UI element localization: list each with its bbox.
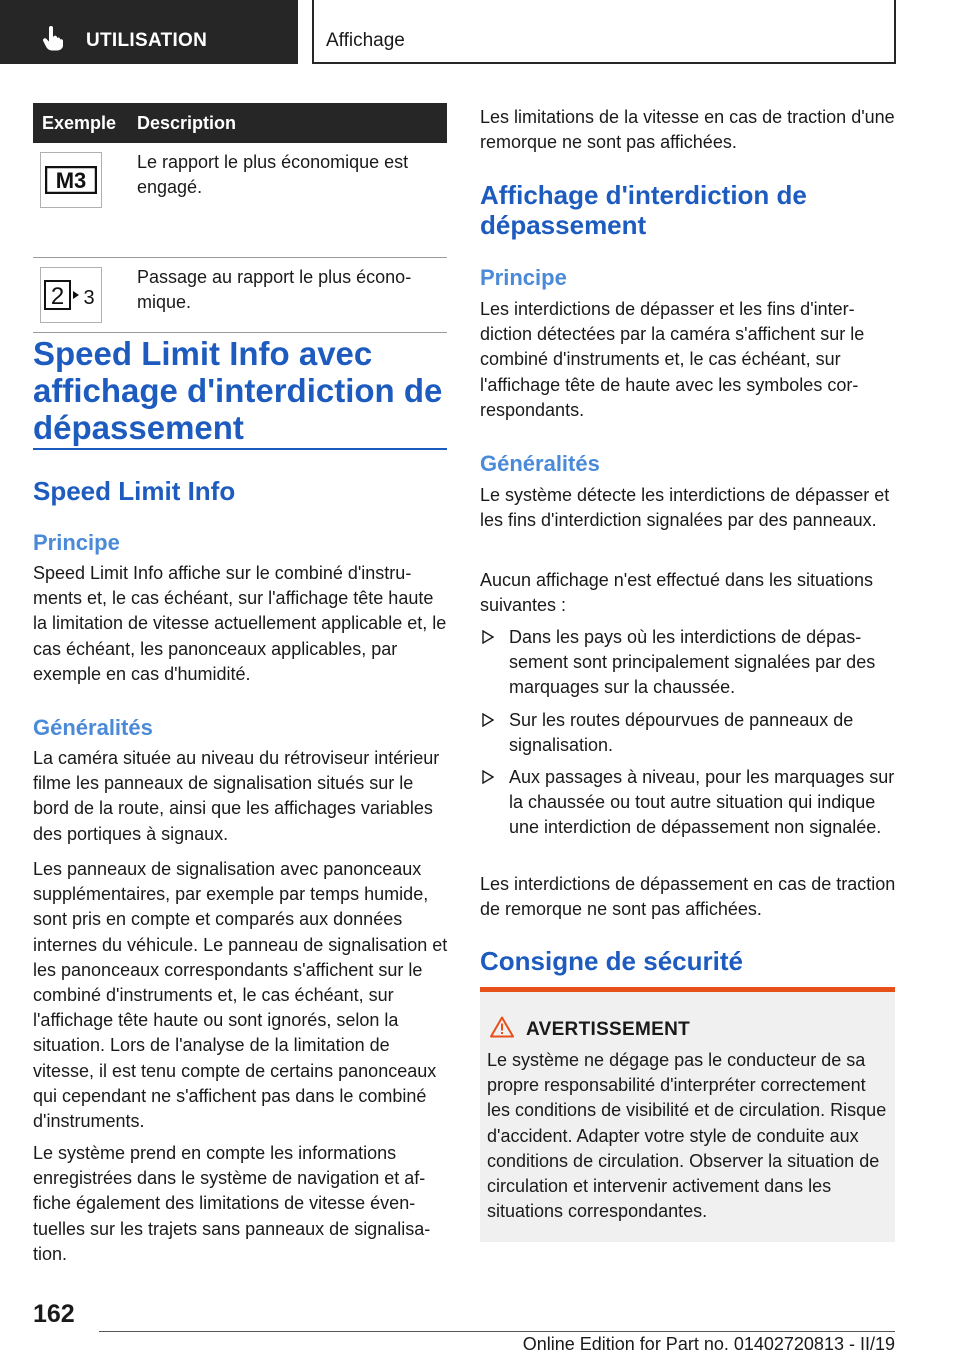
- subsection-tab[interactable]: [312, 0, 896, 64]
- generalites-paragraph: Aucun affichage n'est effectué dans les situations suivantes :: [480, 570, 874, 616]
- heading-generalites: Généralités: [33, 715, 153, 740]
- warning-triangle-icon: [490, 1016, 514, 1038]
- triangle-bullet-icon: [482, 630, 494, 644]
- generalites-paragraph: Le système prend en compte les informations enregistrées dans le système de navigation et affiche également des limitations de vitesse éventuelles sur les trajets sans panneaux de signalisation.: [33, 1143, 431, 1264]
- list-item: Aux passages à niveau, pour les marquages sur la chaussée ou tout autre situation qui indique une interdiction de dépassement non signalée.: [480, 765, 896, 841]
- triangle-bullet-icon: [482, 713, 494, 727]
- hand-pointer-icon: [40, 26, 66, 52]
- section-title: UTILISATION: [86, 30, 208, 51]
- gear-m3-icon: [40, 152, 102, 208]
- exceptions-list: [480, 625, 896, 848]
- svg-text:M3: M3: [55, 168, 87, 193]
- list-item: Dans les pays où les interdictions de dépassement sont principalement signalées par des marquages sur la chaussée.: [480, 625, 896, 701]
- gear-shift-icon: [40, 267, 102, 323]
- trailer-paragraph: Les interdictions de dépassement en cas de traction de remorque ne sont pas affichées.: [480, 874, 896, 920]
- heading-principe: Principe: [33, 530, 120, 555]
- table-cell-description: Le rapport le plus économique est engagé.: [137, 152, 409, 197]
- svg-text:3: 3: [83, 287, 95, 309]
- table-row: [33, 258, 447, 333]
- heading-safety: Consigne de sécurité: [480, 946, 743, 976]
- triangle-bullet-icon: [482, 770, 494, 784]
- table-header-example: Exemple: [42, 112, 117, 133]
- table-header: [33, 103, 447, 143]
- subsection-title: Affichage: [326, 30, 405, 51]
- heading-generalites: Généralités: [480, 451, 600, 476]
- principe-paragraph: Speed Limit Info affiche sur le combiné d'instruments et, le cas échéant, sur l'affichage tête haute la limitation de vitesse actuellement applicable et, le cas échéant, les panonceaux applicables, par exemple en cas d'humidité.: [33, 563, 447, 684]
- section-tab[interactable]: [0, 0, 298, 64]
- footer-divider: [99, 1331, 895, 1332]
- table-header-description: Description: [137, 112, 237, 133]
- list-item: Sur les routes dépourvues de panneaux de signalisation.: [480, 708, 896, 758]
- warning-box: [480, 987, 895, 1242]
- heading-overtaking-display: Affichage d'interdiction de dépassement: [480, 180, 807, 240]
- generalites-paragraph: Les panneaux de signalisation avec panonceaux supplémentaires, par exemple par temps humide, sont pris en compte et comparés aux données internes du véhicule. Le panneau de signalisation et les panonceaux correspondants s'affichent sur le combiné d'instruments et, le cas échéant, sur l'affichage tête haute ou sont ignorés, selon la situation. Lors de l'analyse de la limitation de vitesse, il est tenu compte de certains panonceaux qui cependant ne s'affichent pas dans le combiné d'instruments.: [33, 859, 448, 1132]
- page-number: 162: [33, 1300, 75, 1328]
- table-cell-description: Passage au rapport le plus économique.: [137, 267, 412, 312]
- svg-text:2: 2: [50, 283, 65, 310]
- table-row: [33, 143, 447, 258]
- title-divider: [33, 448, 447, 450]
- warning-text: Le système ne dégage pas le conducteur de sa propre responsabilité d'interpréter correctement les conditions de visibilité et de circulation. Risque d'accident. Adapter votre style de conduite aux conditions de circulation. Observer la situation de circulation et intervenir activement dans les situations correspondantes.: [487, 1050, 887, 1222]
- gear-indicator-table: [33, 103, 447, 333]
- footer-edition: Online Edition for Part no. 01402720813 - II/19: [522, 1334, 895, 1354]
- intro-paragraph: Les limitations de la vitesse en cas de traction d'une remorque ne sont pas affichées.: [480, 107, 895, 153]
- page-title: Speed Limit Info avec affichage d'interdiction de dépassement: [33, 335, 443, 446]
- heading-speed-limit-info: Speed Limit Info: [33, 476, 236, 506]
- principe-paragraph: Les interdictions de dépasser et les fins d'interdiction détectées par la caméra s'affichent sur le combiné d'instruments et, le cas échéant, sur l'affichage tête de haute avec les symboles correspondants.: [480, 299, 865, 420]
- generalites-paragraph: La caméra située au niveau du rétroviseur intérieur filme les panneaux de signalisation situés sur le bord de la route, ainsi que les affichages variables des portiques à signaux.: [33, 748, 440, 844]
- heading-principe: Principe: [480, 265, 567, 290]
- generalites-paragraph: Le système détecte les interdictions de dépasser et les fins d'interdiction signalées par des panneaux.: [480, 485, 890, 531]
- warning-title: AVERTISSEMENT: [526, 1019, 691, 1040]
